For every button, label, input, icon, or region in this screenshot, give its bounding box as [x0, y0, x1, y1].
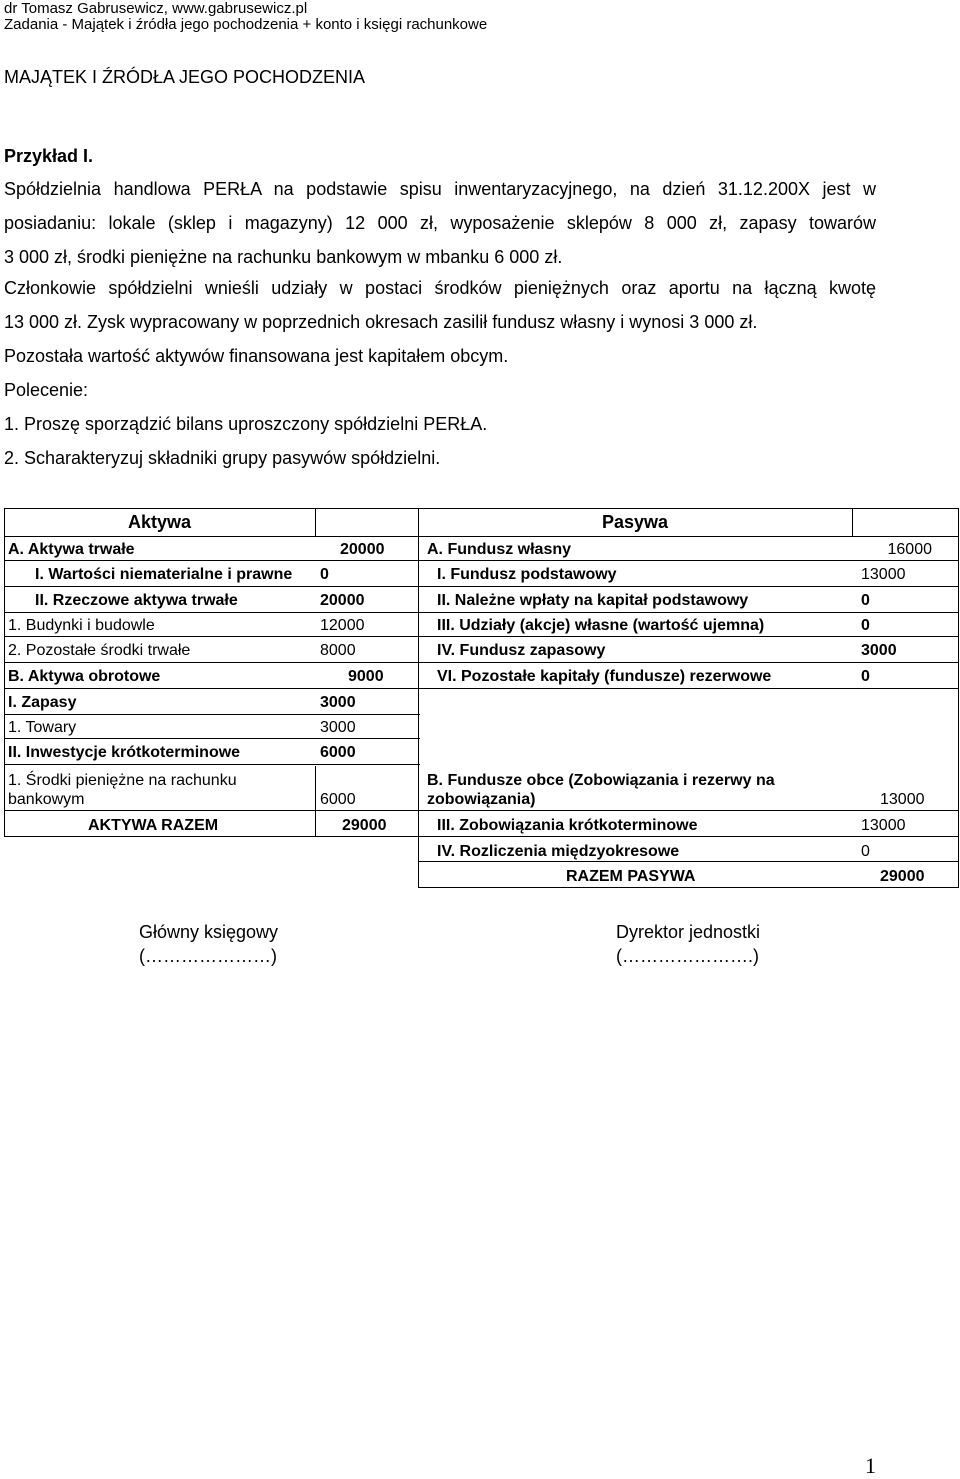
pasywa-total-label: RAZEM PASYWA	[566, 868, 696, 885]
pasywa-row-value: 3000	[861, 642, 897, 659]
pasywa-row-label: I. Fundusz podstawowy	[437, 566, 617, 583]
aktywa-total-value: 29000	[342, 817, 387, 834]
pasywa-row-value: 13000	[861, 566, 906, 583]
paragraph-line: posiadaniu: lokale (sklep i magazyny) 12 000 zł, wyposażenie sklepów 8 000 zł, zapasy towarów	[4, 213, 876, 233]
pasywa-row-label: IV. Fundusz zapasowy	[437, 642, 606, 659]
pasywa-row-label: IV. Rozliczenia międzyokresowe	[437, 843, 680, 860]
example-title: Przykład I.	[4, 146, 94, 166]
paragraph-line: Członkowie spółdzielni wnieśli udziały w postaci środków pieniężnych oraz aportu na łączną kwotę	[4, 278, 876, 298]
aktywa-row-value: 6000	[320, 744, 356, 761]
pasywa-row-value: 13000	[880, 791, 925, 808]
aktywa-row-label: 1. Środki pieniężne na rachunku bankowym	[8, 772, 237, 808]
aktywa-row-label: B. Aktywa obrotowe	[8, 668, 161, 685]
task-heading: Polecenie:	[4, 380, 89, 400]
paragraph-1	[4, 172, 876, 274]
signature-director: Dyrektor jednostki	[616, 922, 761, 942]
aktywa-row-label: 2. Pozostałe środki trwałe	[8, 642, 191, 659]
signature-line-right: (………………….)	[616, 946, 759, 966]
aktywa-row-value: 0	[320, 566, 329, 583]
aktywa-row-value: 12000	[320, 617, 365, 634]
aktywa-row-value: 9000	[348, 668, 384, 685]
aktywa-row-value: 3000	[320, 694, 356, 711]
pasywa-row-value: 0	[861, 843, 870, 860]
document-subtitle: Zadania - Majątek i źródła jego pochodzenia + konto i księgi rachunkowe	[4, 16, 488, 33]
aktywa-header: Aktywa	[127, 512, 192, 532]
aktywa-row-value: 3000	[320, 719, 356, 736]
aktywa-row-value: 6000	[320, 791, 356, 808]
paragraph-line: Spółdzielnia handlowa PERŁA na podstawie spisu inwentaryzacyjnego, na dzień 31.12.200X jest w	[4, 179, 876, 199]
pasywa-row-value: 13000	[861, 817, 906, 834]
document-author: dr Tomasz Gabrusewicz, www.gabrusewicz.pl	[4, 0, 308, 17]
paragraph-line: 13 000 zł. Zysk wypracowany w poprzednich okresach zasilił fundusz własny i wynosi 3 000 zł.	[4, 312, 758, 332]
aktywa-row-value: 8000	[320, 642, 356, 659]
pasywa-row-label: II. Należne wpłaty na kapitał podstawowy	[437, 592, 749, 609]
pasywa-row-label: B. Fundusze obce (Zobowiązania i rezerwy na zobowiązania)	[427, 772, 775, 808]
aktywa-row-label: A. Aktywa trwałe	[8, 541, 135, 558]
aktywa-row-label: II. Rzeczowe aktywa trwałe	[35, 592, 238, 609]
page-number: 1	[865, 1453, 876, 1478]
aktywa-row-label: II. Inwestycje krótkoterminowe	[8, 744, 241, 761]
pasywa-row-value: 0	[861, 592, 870, 609]
pasywa-row-label: III. Udziały (akcje) własne (wartość ujemna)	[437, 617, 765, 634]
aktywa-row-label: I. Wartości niematerialne i prawne	[35, 566, 293, 583]
pasywa-total-value: 29000	[880, 868, 925, 885]
section-title: MAJĄTEK I ŹRÓDŁA JEGO POCHODZENIA	[4, 67, 366, 87]
aktywa-total-label: AKTYWA RAZEM	[88, 817, 219, 834]
aktywa-row-value: 20000	[320, 592, 365, 609]
paragraph-line: 3 000 zł, środki pieniężne na rachunku bankowym w mbanku 6 000 zł.	[4, 247, 563, 267]
pasywa-row-label: A. Fundusz własny	[427, 541, 572, 558]
aktywa-row-value: 20000	[340, 541, 385, 558]
signature-chief-accountant: Główny księgowy	[139, 922, 279, 942]
task-item: 2. Scharakteryzuj składniki grupy pasywów spółdzielni.	[4, 448, 441, 468]
pasywa-header: Pasywa	[601, 512, 669, 532]
aktywa-row-label: 1. Towary	[8, 719, 77, 736]
task-item: 1. Proszę sporządzić bilans uproszczony spółdzielni PERŁA.	[4, 414, 488, 434]
paragraph-line: Pozostała wartość aktywów finansowana jest kapitałem obcym.	[4, 346, 509, 366]
aktywa-row-label: 1. Budynki i budowle	[8, 617, 155, 634]
pasywa-row-label: III. Zobowiązania krótkoterminowe	[437, 817, 698, 834]
aktywa-row-label: I. Zapasy	[8, 694, 77, 711]
pasywa-row-value: 0	[861, 668, 870, 685]
signature-line-left: (…………………)	[139, 946, 277, 966]
pasywa-row-value: 0	[861, 617, 870, 634]
pasywa-row-value: 16000	[887, 541, 932, 558]
pasywa-row-label: VI. Pozostałe kapitały (fundusze) rezerwowe	[437, 668, 772, 685]
paragraph-2	[4, 271, 876, 475]
